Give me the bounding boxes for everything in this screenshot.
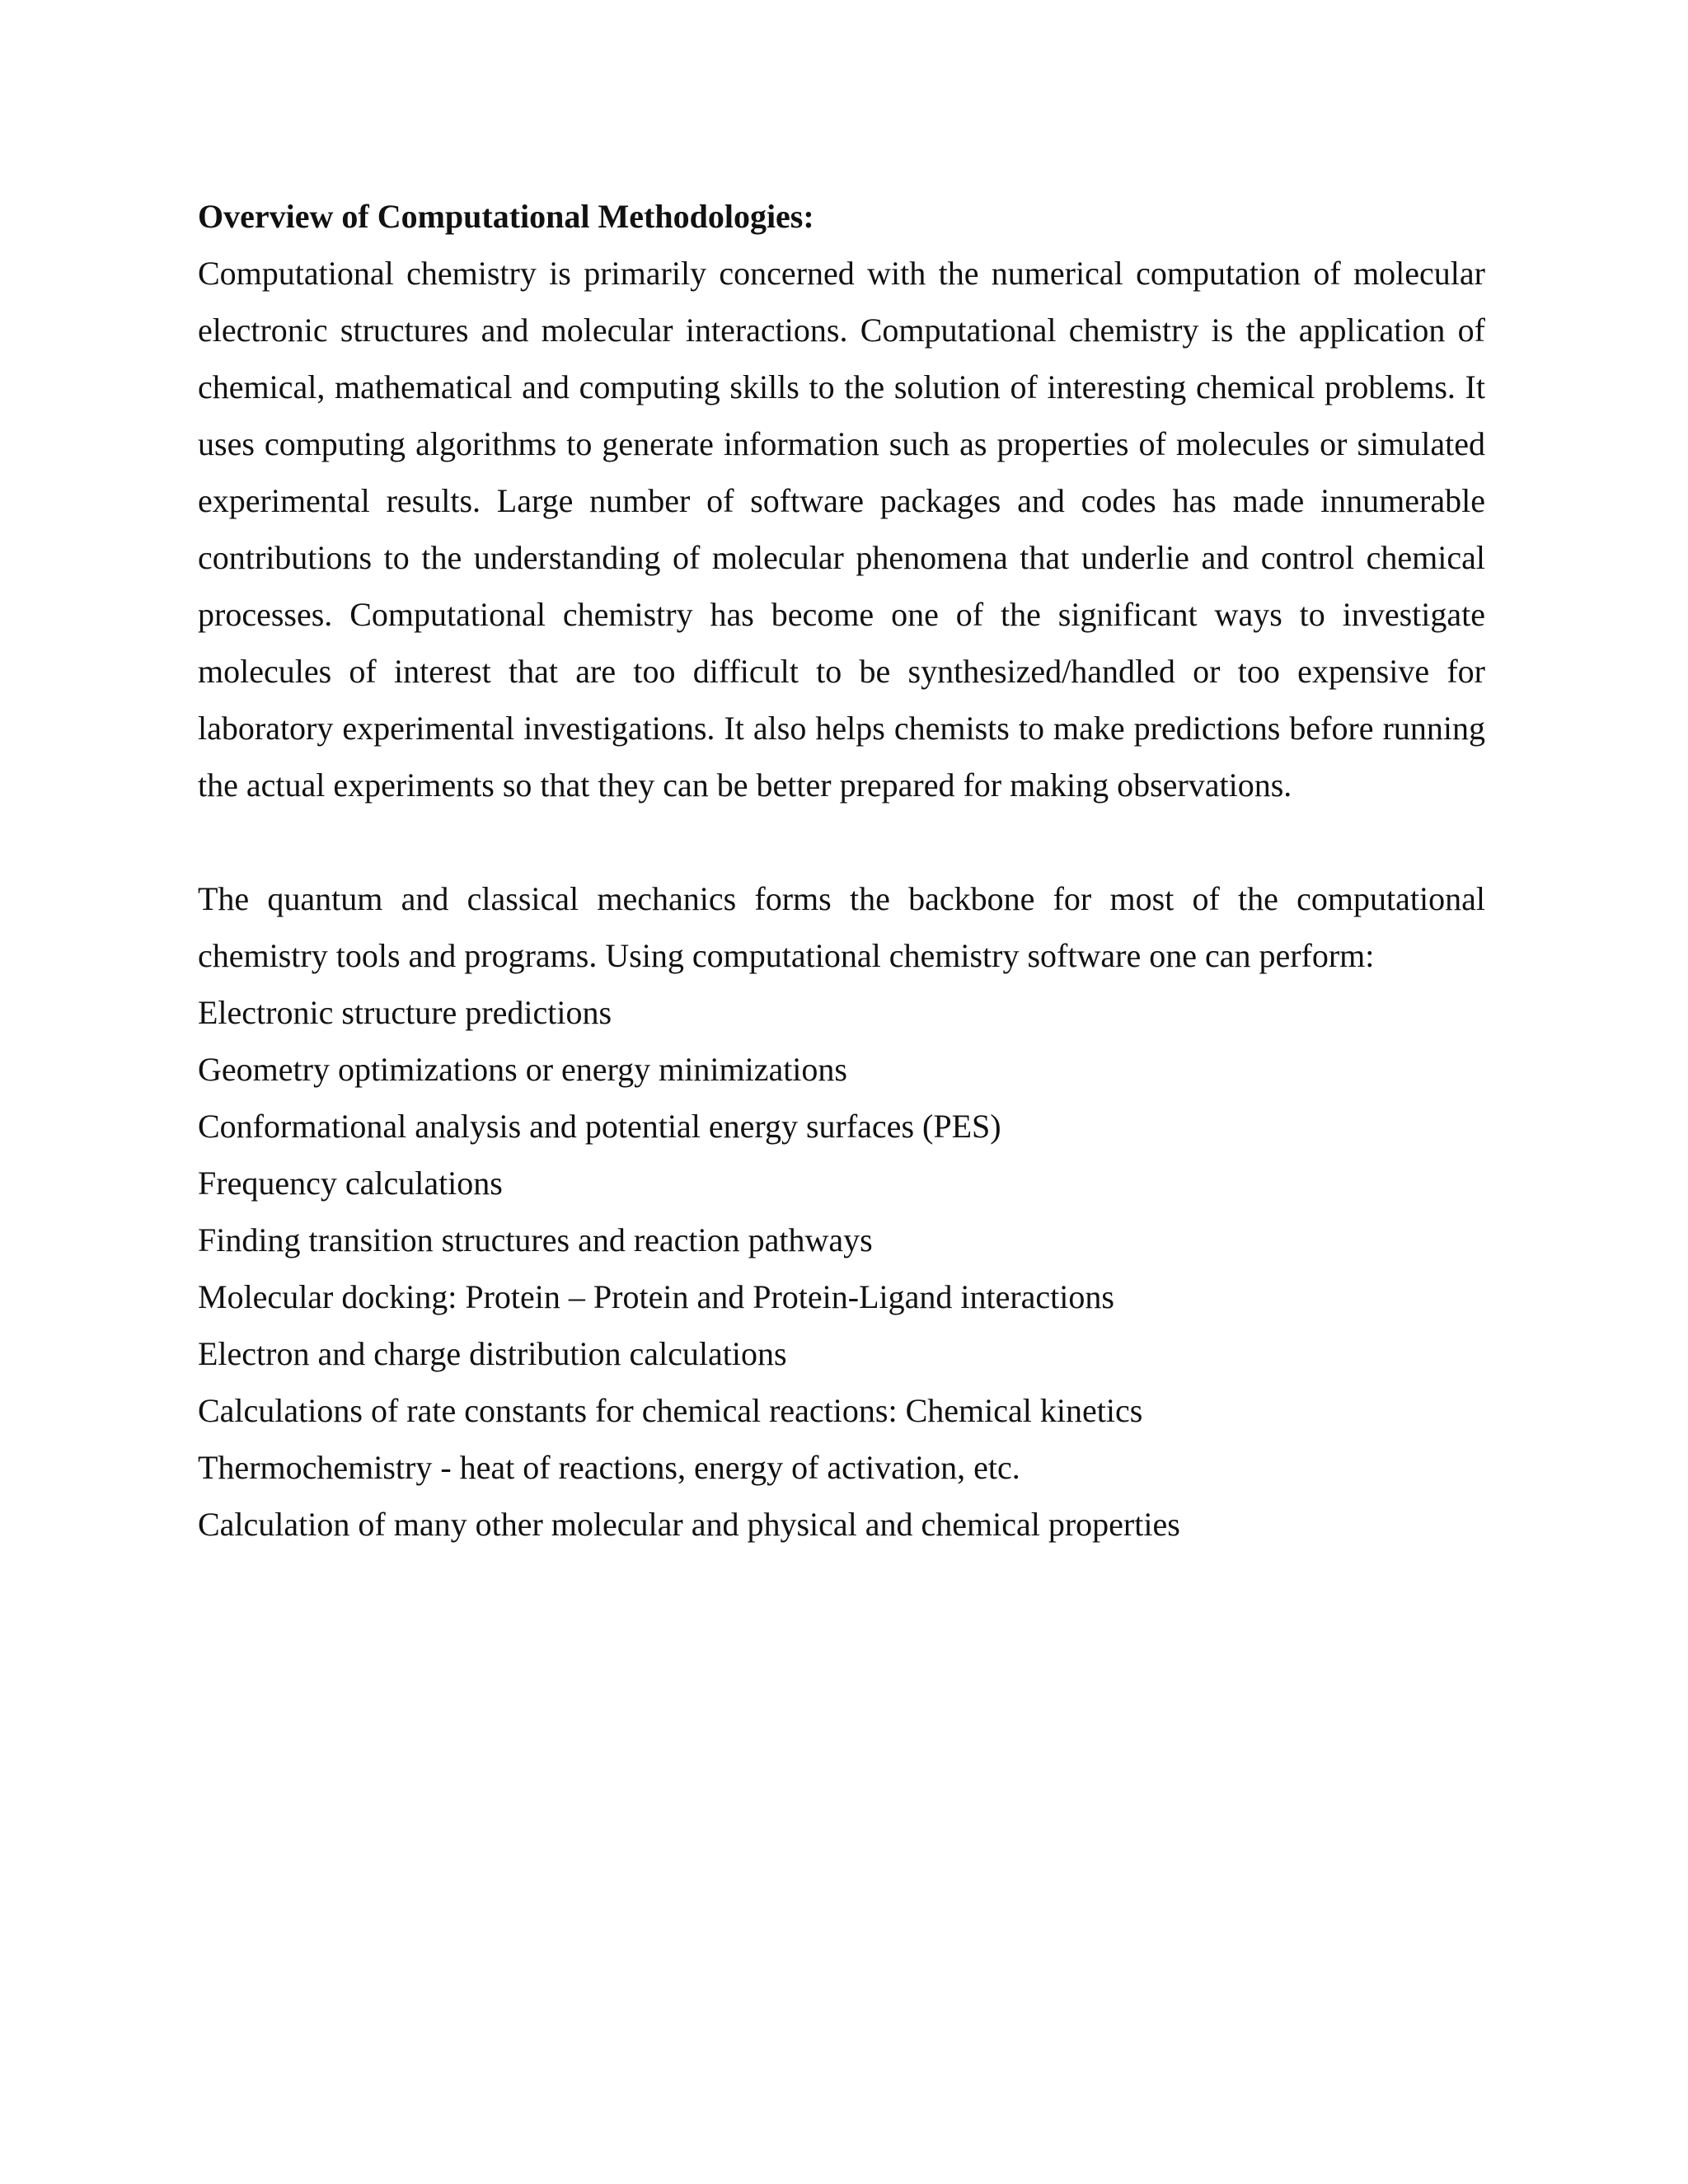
list-item: Finding transition structures and reaction pathways [198,1221,873,1258]
capabilities-paragraph: The quantum and classical mechanics forms the backbone for most of the computational chemistry tools and programs. Using computational chemistry software one can perform: [198,880,1485,974]
document-body [198,188,1485,1553]
list-item: Geometry optimizations or energy minimizations [198,1051,847,1088]
list-item: Thermochemistry - heat of reactions, energy of activation, etc. [198,1449,1020,1486]
list-item: Conformational analysis and potential energy surfaces (PES) [198,1108,1001,1145]
list-item: Electron and charge distribution calculations [198,1335,787,1372]
list-item: Molecular docking: Protein – Protein and Protein-Ligand interactions [198,1278,1114,1315]
paragraph-spacer [198,813,1485,870]
list-item: Calculation of many other molecular and physical and chemical properties [198,1506,1180,1543]
capabilities-list [198,984,1485,1553]
list-item: Calculations of rate constants for chemical reactions: Chemical kinetics [198,1392,1143,1429]
intro-paragraph: Computational chemistry is primarily concerned with the numerical computation of molecular electronic structures and molecular interactions. Computational chemistry is the application of chemical, mathematical and computing skills to the solution of interesting chemical problems. It uses computing algorithms to generate information such as properties of molecules or simulated experimental results. Large number of software packages and codes has made innumerable contributions to the understanding of molecular phenomena that underlie and control chemical processes. Computational chemistry has become one of the significant ways to investigate molecules of interest that are too difficult to be synthesized/handled or too expensive for laboratory experimental investigations. It also helps chemists to make predictions before running the actual experiments so that they can be better prepared for making observations. [198,255,1485,804]
section-heading: Overview of Computational Methodologies: [198,198,814,235]
list-item: Frequency calculations [198,1165,503,1202]
list-item: Electronic structure predictions [198,994,612,1031]
